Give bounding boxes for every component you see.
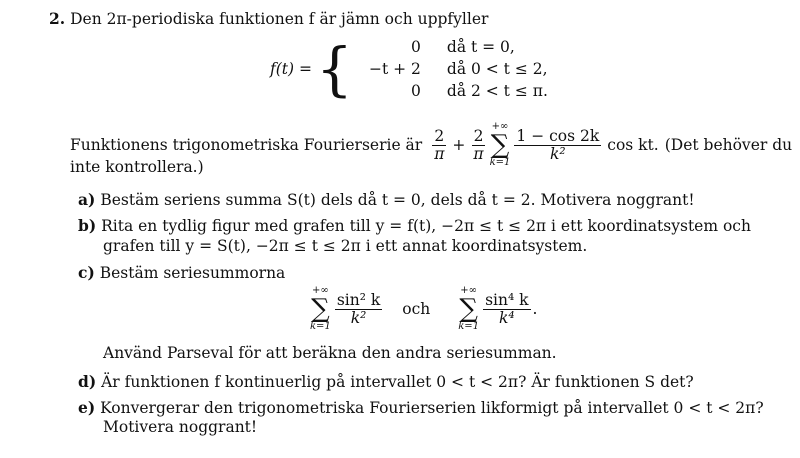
part-b-line1: Rita en tydlig figur med grafen till y = f(t), −2π ≤ t ≤ 2π i ett koordinatsystem och: [101, 217, 751, 235]
part-c-sums: [308, 286, 537, 332]
summation: [490, 122, 511, 168]
piecewise-definition: [270, 36, 548, 102]
part-b-label: b): [78, 216, 97, 235]
fraction-2-over-pi: [471, 128, 485, 162]
case-value: 0: [411, 82, 421, 100]
plus-sign: +: [452, 136, 466, 154]
fraction-sin2-over-k2: [335, 292, 382, 326]
case-value: −t + 2: [368, 60, 421, 78]
fraction-series-term: [514, 128, 601, 162]
sigma-icon: ∑: [459, 294, 478, 324]
part-e-line2: Motivera noggrant!: [103, 418, 258, 436]
definition-lhs: f(t) =: [270, 60, 312, 78]
fraction-denominator: π: [473, 144, 484, 163]
cos-kt: cos kt.: [607, 136, 659, 154]
fraction-denominator: k⁴: [498, 308, 515, 327]
part-e-label: e): [78, 398, 96, 417]
fraction-denominator: π: [434, 144, 445, 163]
sum-lower-limit: k=1: [310, 321, 331, 332]
part-c: [78, 263, 285, 282]
fraction-numerator: 1 − cos 2k: [516, 127, 600, 146]
fraction-denominator: k²: [350, 308, 367, 327]
period: .: [532, 300, 538, 318]
part-c-text: Bestäm seriesummorna: [99, 264, 286, 282]
fourier-prefix: Funktionens trigonometriska Fourierserie är: [70, 136, 423, 154]
sum-upper-limit: +∞: [312, 285, 329, 296]
part-e-line1: Konvergerar den trigonometriska Fourierserien likformigt på intervallet 0 < t < 2π?: [100, 399, 764, 417]
part-b-line2: grafen till y = S(t), −2π ≤ t ≤ 2π i ett annat koordinatsystem.: [103, 237, 588, 255]
fourier-suffix: (Det behöver du: [664, 136, 793, 154]
problem-number: 2.: [49, 9, 66, 28]
problem-header: [49, 9, 488, 28]
part-a-text: Bestäm seriens summa S(t) dels då t = 0, dels då t = 2. Motivera noggrant!: [100, 191, 695, 209]
fraction-denominator: k²: [550, 144, 566, 163]
fraction-numerator: 2: [434, 127, 445, 146]
och-word: och: [402, 300, 431, 318]
part-a: [78, 190, 695, 209]
left-brace: {: [315, 35, 353, 103]
fraction-numerator: sin⁴ k: [485, 291, 529, 310]
part-e: [78, 398, 764, 417]
sum-lower-limit: k=1: [489, 157, 511, 168]
case-value: 0: [411, 38, 421, 56]
sigma-icon: ∑: [490, 130, 510, 160]
part-c-note: Använd Parseval för att beräkna den andra seriesumman.: [103, 344, 557, 362]
part-d: [78, 372, 694, 391]
fraction-sin4-over-k4: [483, 292, 530, 326]
part-d-label: d): [78, 372, 97, 391]
sum-upper-limit: +∞: [460, 285, 478, 296]
summation: [310, 286, 331, 332]
part-d-text: Är funktionen f kontinuerlig på intervallet 0 < t < 2π? Är funktionen S det?: [101, 373, 694, 391]
sum-upper-limit: +∞: [491, 121, 509, 132]
sigma-icon: ∑: [311, 294, 330, 324]
case-condition: då t = 0,: [446, 38, 515, 56]
part-c-label: c): [78, 263, 95, 282]
fraction-2-over-pi: [432, 128, 446, 162]
problem-intro: Den 2π-periodiska funktionen f är jämn och uppfyller: [70, 10, 489, 28]
fraction-numerator: sin² k: [336, 291, 381, 310]
case-condition: då 2 < t ≤ π.: [446, 82, 548, 100]
case-values: [359, 36, 421, 102]
fourier-line2: inte kontrollera.): [70, 158, 204, 176]
summation: [458, 286, 479, 332]
case-conditions: [447, 36, 548, 102]
part-b: [78, 216, 751, 235]
sum-lower-limit: k=1: [458, 321, 480, 332]
fraction-numerator: 2: [473, 127, 484, 146]
part-a-label: a): [78, 190, 96, 209]
case-condition: då 0 < t ≤ 2,: [446, 60, 548, 78]
